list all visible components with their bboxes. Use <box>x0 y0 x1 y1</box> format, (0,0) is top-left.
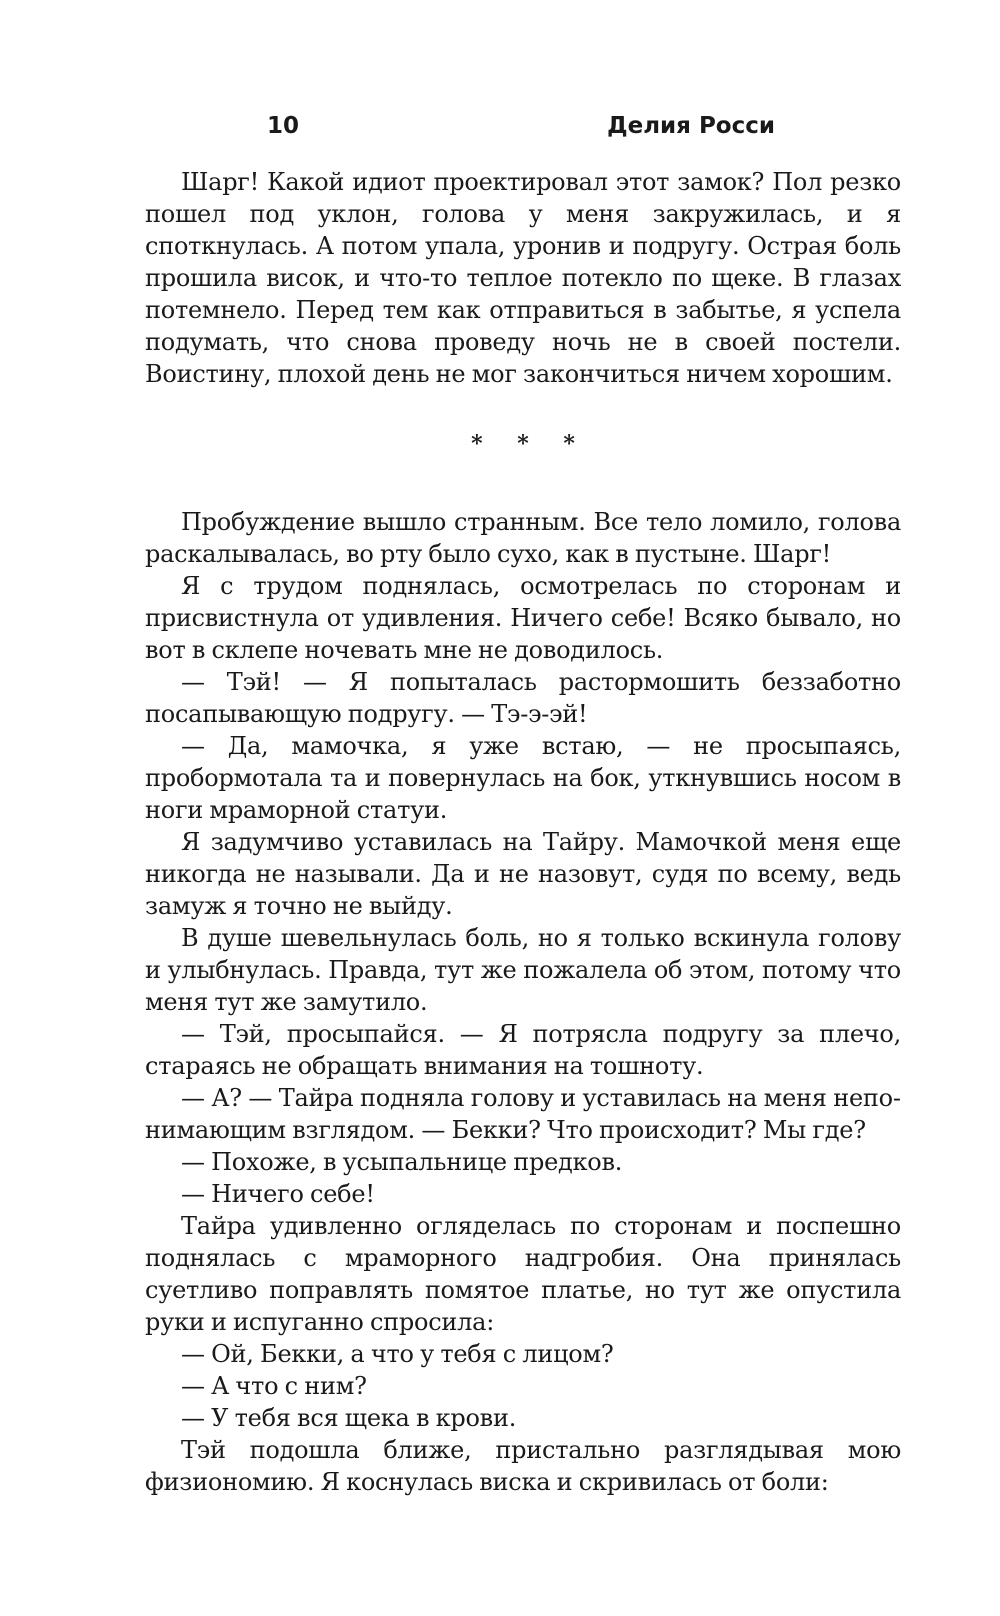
paragraph: Шарг! Какой идиот проектировал этот замок? Пол резко пошел под уклон, голова у меня закружилась, и я споткнулась. А потом упала, уронив и подругу. Острая боль прошила висок, и что-то теплое потекло по щеке. В глазах потемнело. Перед тем как отправиться в забытье, я успела подумать, что снова проведу ночь не в своей постели. Воистину, плохой день не мог закончиться ничем хорошим. <box>145 168 901 388</box>
body-text <box>145 166 901 1498</box>
paragraph: — Ничего себе! <box>181 1180 375 1208</box>
paragraph: Тайра удивленно огляделась по сторонам и поспешно поднялась с мраморного надгробия. Она принялась суетливо поправлять помятое платье, но тут же опустила руки и испуганно спросила: <box>145 1212 901 1336</box>
paragraph: Я задумчиво уставилась на Тайру. Мамочкой меня еще никогда не называли. Да и не назовут, судя по всему, ведь замуж я точно не выйду. <box>145 828 901 920</box>
paragraph: — Тэй! — Я попыталась растормошить беззаботно посапывающую подругу. — Тэ-э-эй! <box>145 668 901 728</box>
section-separator: * * * <box>471 431 589 457</box>
paragraph: — У тебя вся щека в крови. <box>181 1404 517 1432</box>
paragraph: — Да, мамочка, я уже встаю, — не просыпаясь, пробормотала та и повернулась на бок, уткнувшись носом в ноги мраморной статуи. <box>145 732 901 824</box>
paragraph: — А что с ним? <box>181 1372 367 1400</box>
paragraph: Пробуждение вышло странным. Все тело ломило, голова раскалывалась, во рту было сухо, как в пустыне. Шарг! <box>145 508 901 568</box>
page-number: 10 <box>267 113 300 139</box>
paragraph: — Тэй, просыпайся. — Я потрясла подругу за плечо, стараясь не обращать внимания на тошноту. <box>145 1020 901 1080</box>
paragraph: Тэй подошла ближе, пристально разглядывая мою физиономию. Я коснулась виска и скривилась от боли: <box>145 1436 901 1496</box>
paragraph: — А? — Тайра подняла голову и уставилась на меня непонимающим взглядом. — Бекки? Что происходит? Мы где? <box>145 1084 901 1144</box>
paragraph: — Похоже, в усыпальнице предков. <box>181 1148 623 1176</box>
author-name: Делия Росси <box>607 113 775 139</box>
paragraph: В душе шевельнулась боль, но я только вскинула голову и улыбнулась. Правда, тут же пожалела об этом, потому что меня тут же замутило. <box>145 924 901 1016</box>
paragraph: Я с трудом поднялась, осмотрелась по сторонам и присвистнула от удивления. Ничего себе! Всяко бывало, но вот в склепе ночевать мне не доводилось. <box>145 572 901 664</box>
paragraph: — Ой, Бекки, а что у тебя с лицом? <box>181 1340 614 1368</box>
running-head <box>145 108 775 144</box>
